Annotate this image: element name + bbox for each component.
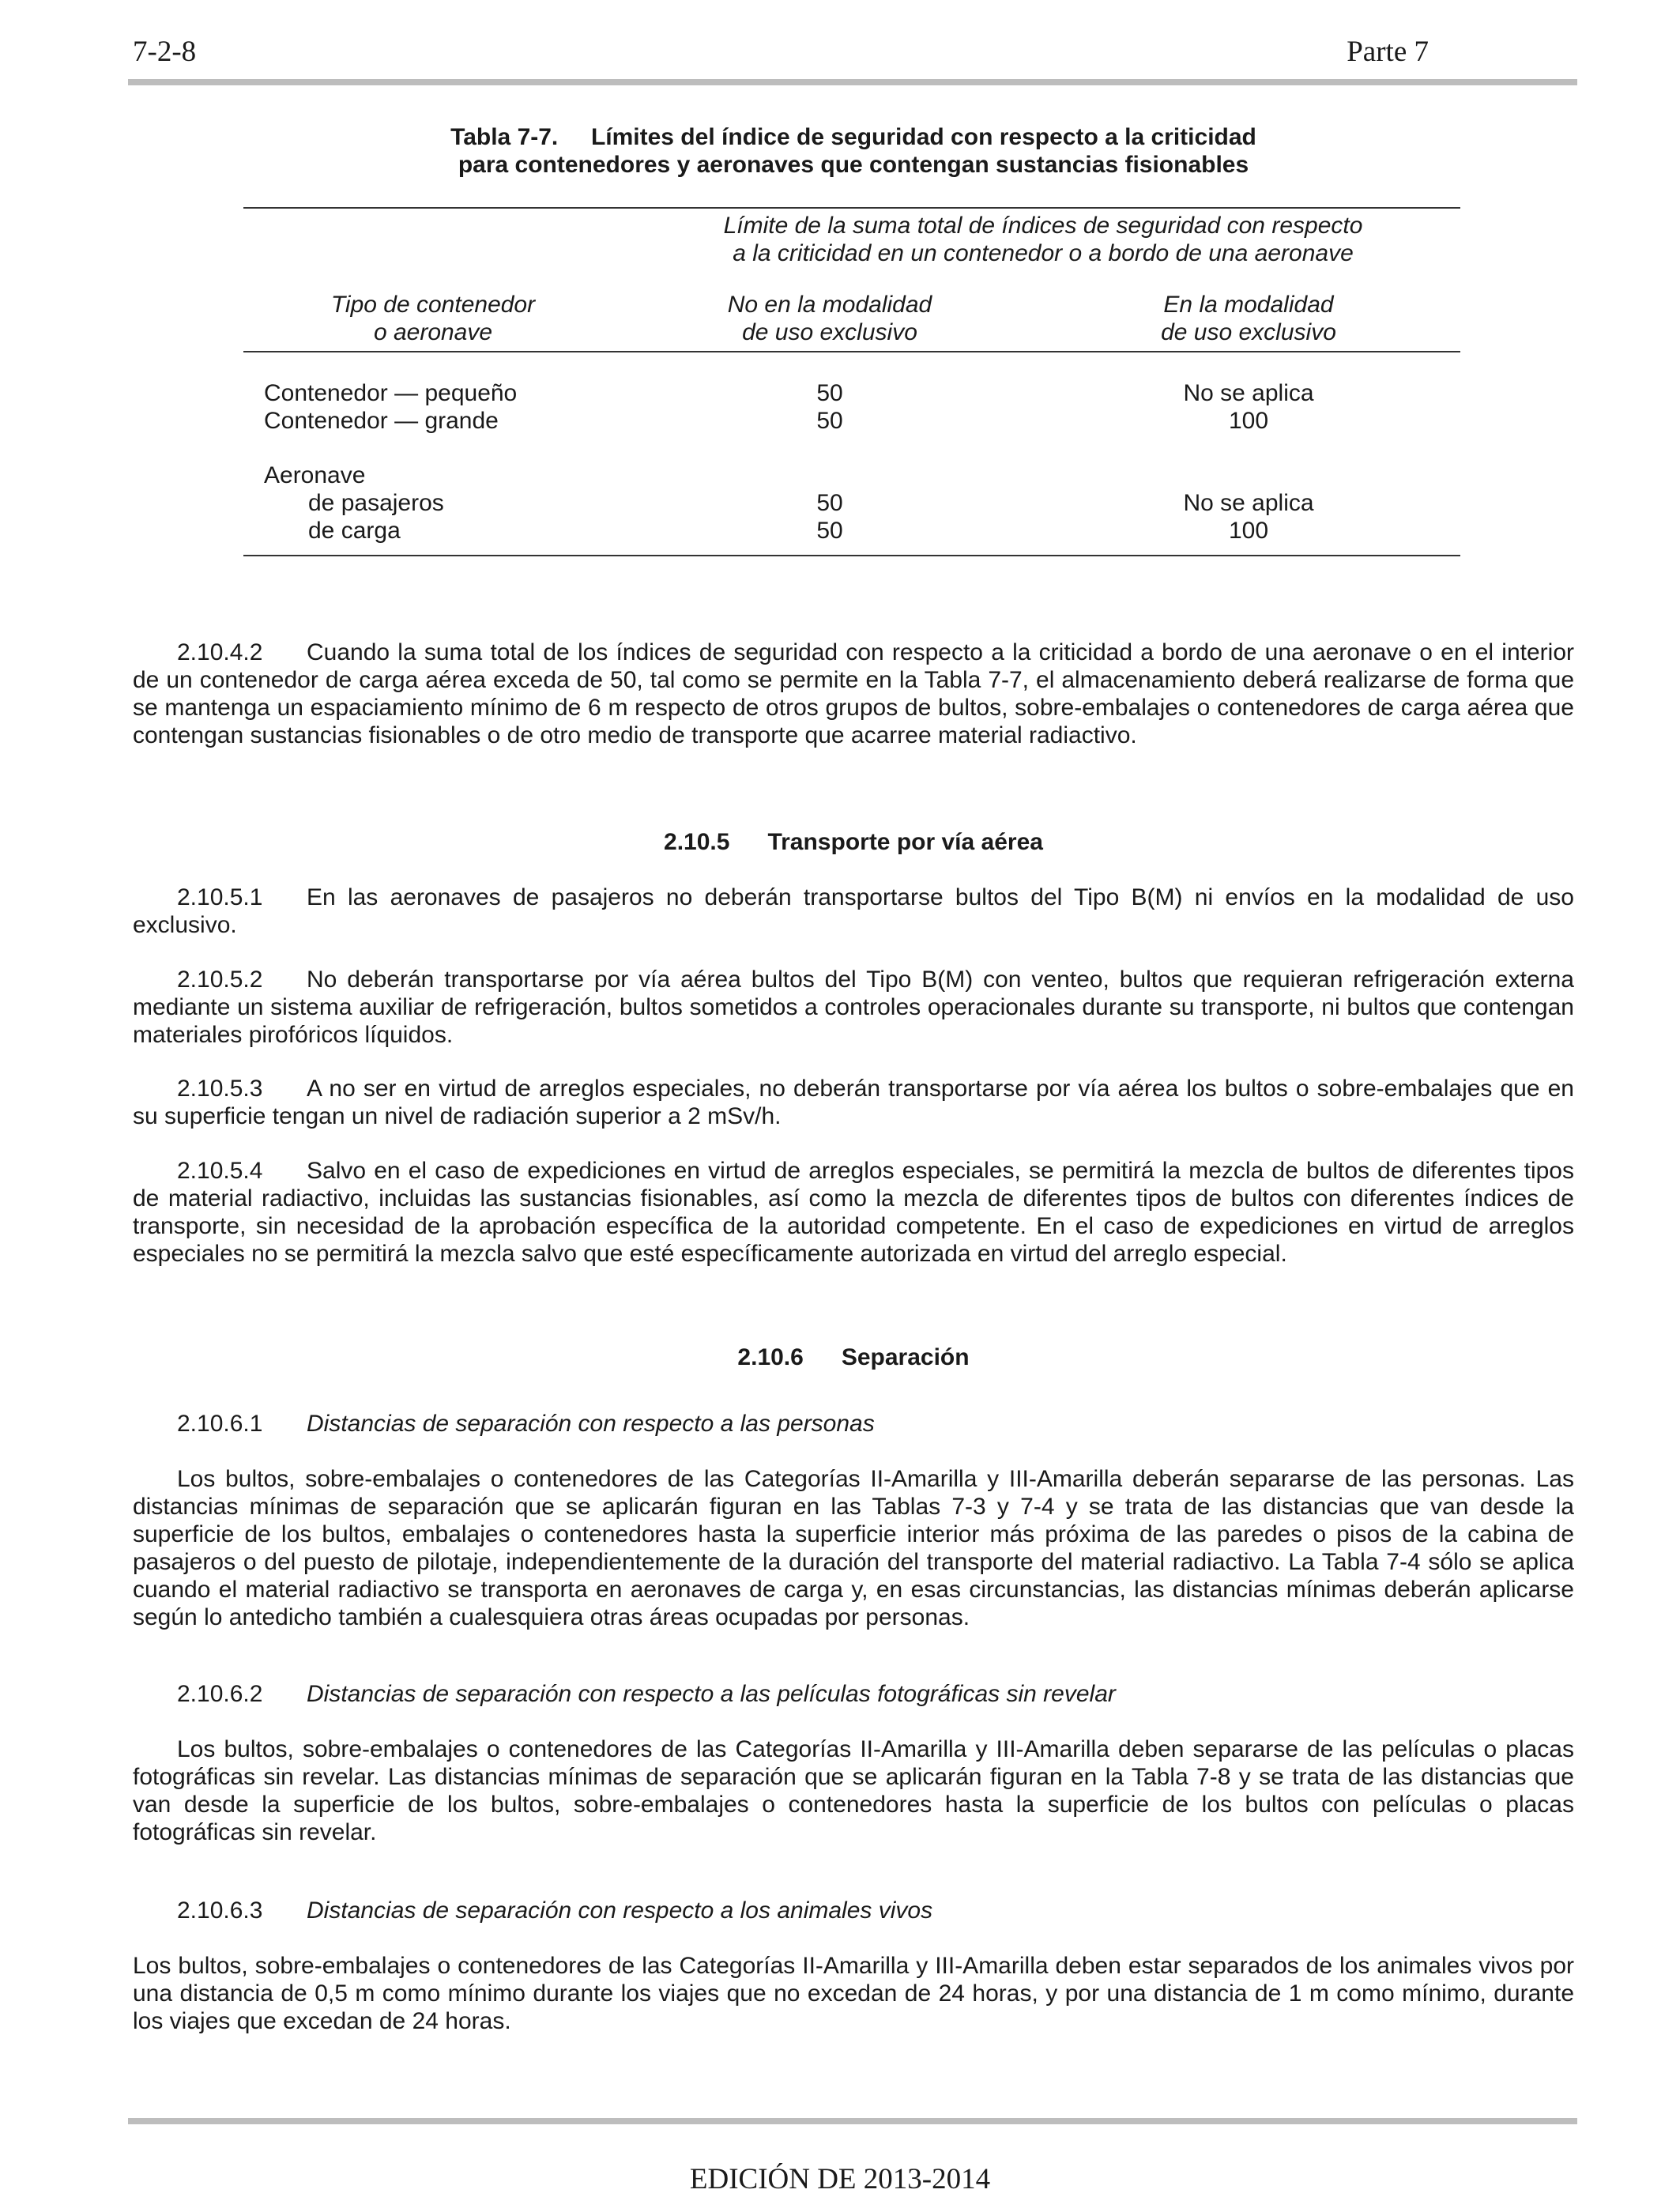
header-rule bbox=[128, 79, 1577, 85]
table-row-type: de pasajeros bbox=[308, 490, 444, 516]
section-number: 2.10.6 bbox=[737, 1344, 804, 1370]
table-row-non-exclusive: 50 bbox=[816, 380, 843, 406]
paragraph-2-10-4-2 bbox=[133, 639, 1574, 749]
table-title bbox=[237, 123, 1470, 179]
page-number: 7-2-8 bbox=[133, 36, 197, 68]
table-row-non-exclusive: 50 bbox=[816, 490, 843, 516]
table-bottom-rule bbox=[243, 555, 1460, 556]
table-row-type: Contenedor — pequeño bbox=[264, 380, 518, 406]
subsection-title: Distancias de separación con respecto a los animales vivos bbox=[307, 1897, 933, 1924]
subsection-heading-2-10-6-3 bbox=[177, 1897, 932, 1924]
paragraph-text: En las aeronaves de pasajeros no deberán transportarse bultos del Tipo B(M) ni envíos en la modalidad de uso exclusivo. bbox=[133, 884, 1574, 938]
table-row-exclusive: 100 bbox=[1228, 408, 1269, 434]
table-title-line-1: Tabla 7-7. Límites del índice de seguridad con respecto a la criticidad bbox=[450, 124, 1256, 150]
section-number: 2.10.5 bbox=[664, 829, 730, 855]
paragraph-2-10-6-1 bbox=[133, 1465, 1574, 1631]
paragraph-number: 2.10.4.2 bbox=[177, 639, 263, 665]
subsection-number: 2.10.6.1 bbox=[177, 1411, 263, 1437]
paragraph-number: 2.10.5.3 bbox=[177, 1076, 263, 1102]
paragraph-text: Los bultos, sobre-embalajes o contenedores de las Categorías II-Amarilla y III-Amarilla deberán separarse de las personas. Las distancias mínimas de separación que se aplicarán figuran en las Tablas 7-3 y 7-4 y se trata de las distancias que van desde la superficie de los bultos, embalajes o contenedores hasta la superficie interior más próxima de las paredes o pisos de la cabina de pasajeros o del puesto de pilotaje, independientemente de la duración del transporte del material radiactivo. La Tabla 7-4 sólo se aplica cuando el material radiactivo se transporta en aeronaves de carga y, en esas circunstancias, las distancias mínimas deberán aplicarse según lo antedicho también a cualesquiera otras áreas ocupadas por personas. bbox=[133, 1466, 1574, 1630]
table-group-header: Límite de la suma total de índices de seguridad con respecto a la criticidad en un contenedor o a bordo de una aeronave bbox=[723, 213, 1363, 266]
part-label: Parte 7 bbox=[1347, 36, 1429, 68]
edition-footer: EDICIÓN DE 2013-2014 bbox=[689, 2163, 991, 2195]
paragraph-text: Salvo en el caso de expediciones en virtud de arreglos especiales, se permitirá la mezcla de bultos de diferentes tipos de material radiactivo, incluidas las sustancias fisionables, así como la mezcla de diferentes tipos de bultos con diferentes índices de transporte, sin necesidad de la aprobación específica de la autoridad competente. En el caso de expediciones en virtud de arreglos especiales no se permitirá la mezcla salvo que esté específicamente autorizada en virtud del arreglo especial. bbox=[133, 1158, 1574, 1267]
table-title-line-2: para contenedores y aeronaves que contengan sustancias fisionables bbox=[458, 152, 1249, 178]
table-row-exclusive: No se aplica bbox=[1183, 490, 1314, 516]
table-col-header-non-exclusive: No en la modalidad de uso exclusivo bbox=[727, 292, 932, 345]
table-row-type: Aeronave bbox=[264, 462, 366, 488]
paragraph-2-10-5-4 bbox=[133, 1157, 1574, 1268]
paragraph-text: Los bultos, sobre-embalajes o contenedores de las Categorías II-Amarilla y III-Amarilla deben separarse de las películas o placas fotográficas sin revelar. Las distancias mínimas de separación que se aplicarán figuran en la Tabla 7-8 y se trata de las distancias que van desde la superficie de los bultos, sobre-embalajes o contenedores hasta la superficie de los bultos con películas o placas fotográficas sin revelar. bbox=[133, 1736, 1574, 1845]
section-heading-2-10-5 bbox=[133, 828, 1574, 856]
table-row-non-exclusive: 50 bbox=[816, 408, 843, 434]
footer-rule bbox=[128, 2118, 1577, 2124]
paragraph-number: 2.10.5.4 bbox=[177, 1158, 263, 1184]
section-heading-2-10-6 bbox=[133, 1343, 1574, 1371]
section-title: Separación bbox=[841, 1344, 970, 1370]
paragraph-2-10-6-2 bbox=[133, 1735, 1574, 1846]
table-row-type: Contenedor — grande bbox=[264, 408, 499, 434]
subsection-heading-2-10-6-2 bbox=[177, 1680, 1116, 1708]
table-top-rule bbox=[243, 207, 1460, 209]
table-col-header-type: Tipo de contenedor o aeronave bbox=[330, 292, 536, 345]
paragraph-2-10-5-3 bbox=[133, 1075, 1574, 1130]
subsection-number: 2.10.6.2 bbox=[177, 1681, 263, 1707]
paragraph-text: Cuando la suma total de los índices de seguridad con respecto a la criticidad a bordo de una aeronave o en el interior de un contenedor de carga aérea exceda de 50, tal como se permite en la Tabla 7-7, el almacenamiento deberá realizarse de forma que se mantenga un espaciamiento mínimo de 6 m respecto de otros grupos de bultos, sobre-embalajes o contenedores de carga aérea que contengan sustancias fisionables o de otro medio de transporte que acarree material radiactivo. bbox=[133, 639, 1574, 748]
subsection-number: 2.10.6.3 bbox=[177, 1897, 263, 1924]
paragraph-text: A no ser en virtud de arreglos especiales, no deberán transportarse por vía aérea los bultos o sobre-embalajes que en su superficie tengan un nivel de radiación superior a 2 mSv/h. bbox=[133, 1076, 1574, 1129]
subsection-title: Distancias de separación con respecto a las películas fotográficas sin revelar bbox=[307, 1681, 1116, 1707]
table-row-exclusive: 100 bbox=[1228, 518, 1269, 544]
section-title: Transporte por vía aérea bbox=[767, 829, 1043, 855]
subsection-heading-2-10-6-1 bbox=[177, 1410, 875, 1438]
table-row-non-exclusive: 50 bbox=[816, 518, 843, 544]
table-row-exclusive: No se aplica bbox=[1183, 380, 1314, 406]
paragraph-text: No deberán transportarse por vía aérea bultos del Tipo B(M) con venteo, bultos que requieran refrigeración externa mediante un sistema auxiliar de refrigeración, bultos sometidos a controles operacionales durante su transporte, ni bultos que contengan materiales pirofóricos líquidos. bbox=[133, 967, 1574, 1048]
paragraph-number: 2.10.5.2 bbox=[177, 967, 263, 993]
table-col-header-exclusive: En la modalidad de uso exclusivo bbox=[1161, 292, 1336, 345]
table-header-rule bbox=[243, 351, 1460, 352]
paragraph-text: Los bultos, sobre-embalajes o contenedores de las Categorías II-Amarilla y III-Amarilla deben estar separados de los animales vivos por una distancia de 0,5 m como mínimo durante los viajes que no excedan de 24 horas, y por una distancia de 1 m como mínimo, durante los viajes que excedan de 24 horas. bbox=[133, 1953, 1574, 2034]
subsection-title: Distancias de separación con respecto a las personas bbox=[307, 1411, 875, 1437]
paragraph-2-10-5-2 bbox=[133, 966, 1574, 1049]
paragraph-2-10-6-3 bbox=[133, 1952, 1574, 2035]
paragraph-2-10-5-1 bbox=[133, 884, 1574, 939]
paragraph-number: 2.10.5.1 bbox=[177, 884, 263, 910]
table-row-type: de carga bbox=[308, 518, 401, 544]
